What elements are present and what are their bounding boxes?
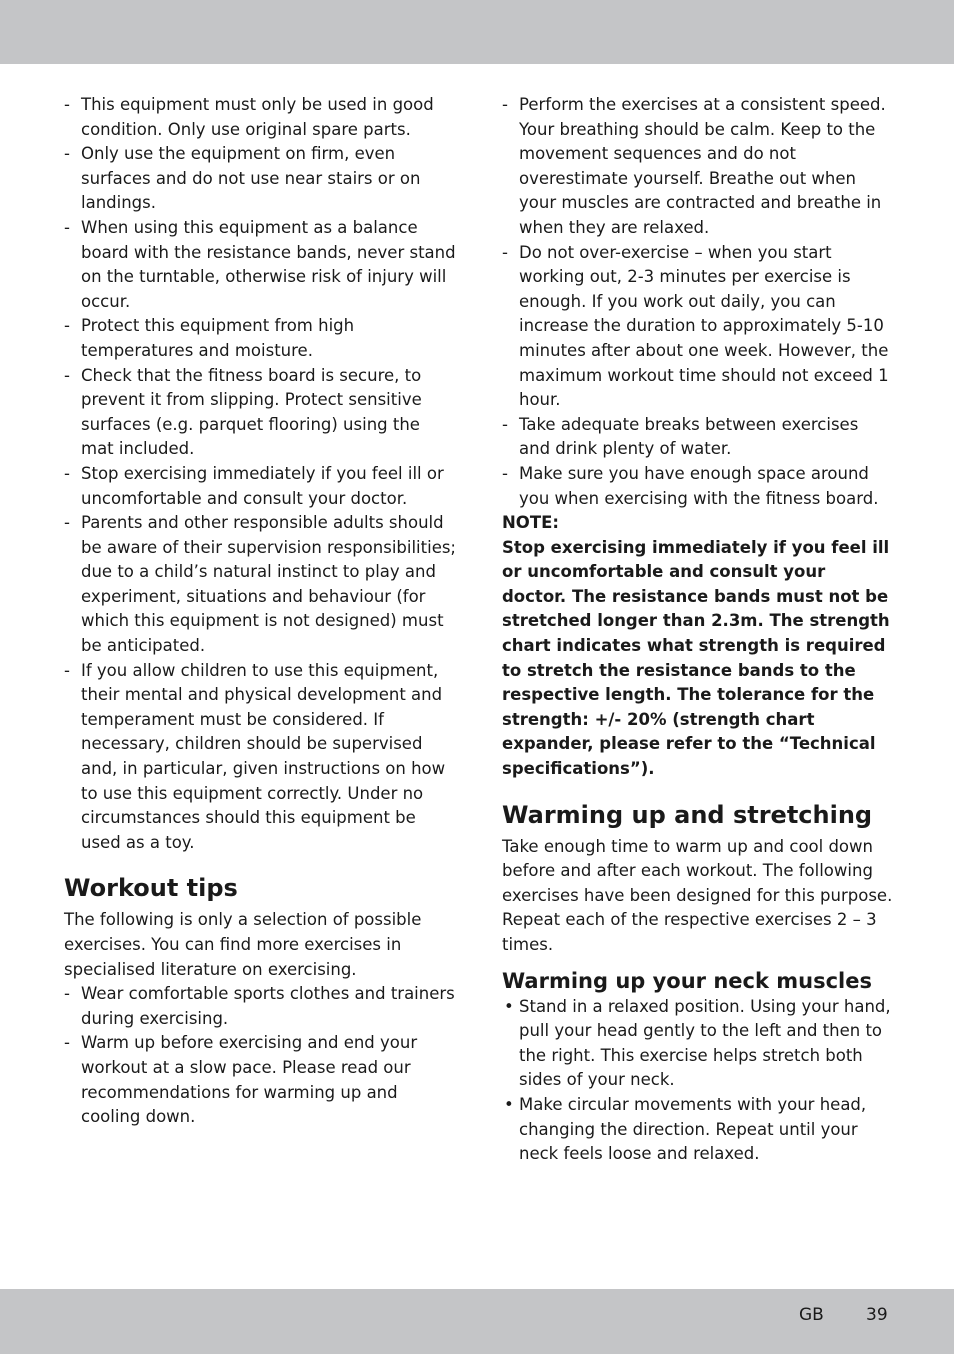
list-item: - Perform the exercises at a consistent speed. Your breathing should be calm. Keep to the movement sequences and do not overestimate yourself. Breathe out when your muscles are contracted and breathe in when they are relaxed.	[502, 93, 894, 241]
list-item: - Wear comfortable sports clothes and trainers during exercising.	[64, 982, 456, 1031]
list-item: - If you allow children to use this equipment, their mental and physical development and temperament must be considered. If necessary, children should be supervised and, in particular, given instructions on how to use this equipment correctly. Under no circumstances should this equipment be used as a toy.	[64, 659, 456, 856]
exercise-list	[502, 93, 894, 511]
left-column	[64, 93, 456, 1130]
workout-tips-heading: Workout tips	[64, 874, 238, 903]
list-item: - Parents and other responsible adults should be aware of their supervision responsibilities; due to a child’s natural instinct to play and experiment, situations and behaviour (for which this equipment is not designed) must be anticipated.	[64, 511, 456, 659]
list-item: - When using this equipment as a balance board with the resistance bands, never stand on the turntable, otherwise risk of injury will occur.	[64, 216, 456, 314]
list-item: - Do not over-exercise – when you start working out, 2-3 minutes per exercise is enough. If you work out daily, you can increase the duration to approximately 5-10 minutes after about one week. However, the maximum workout time should not exceed 1 hour.	[502, 241, 894, 413]
list-item: - Make sure you have enough space around you when exercising with the fitness board.	[502, 462, 894, 511]
list-item: - Check that the fitness board is secure, to prevent it from slipping. Protect sensitive surfaces (e.g. parquet flooring) using the mat included.	[64, 364, 456, 462]
list-item: - Stop exercising immediately if you feel ill or uncomfortable and consult your doctor.	[64, 462, 456, 511]
list-item: - Take adequate breaks between exercises and drink plenty of water.	[502, 413, 894, 462]
warming-up-heading: Warming up and stretching	[502, 800, 873, 829]
workout-list	[64, 982, 456, 1130]
neck-list	[502, 995, 894, 1167]
header-bar	[0, 0, 954, 64]
right-column	[502, 93, 894, 1167]
list-item: • Stand in a relaxed position. Using your hand, pull your head gently to the left and then to the right. This exercise helps stretch both sides of your neck.	[502, 995, 894, 1093]
warming-intro: Take enough time to warm up and cool down before and after each workout. The following exercises have been designed for this purpose. Repeat each of the respective exercises 2 – 3 times.	[502, 836, 893, 954]
list-item: - Warm up before exercising and end your workout at a slow pace. Please read our recommendations for warming up and cooling down.	[64, 1031, 456, 1129]
list-item: - This equipment must only be used in good condition. Only use original spare parts.	[64, 93, 456, 142]
neck-muscles-heading: Warming up your neck muscles	[502, 968, 872, 993]
footer-language: GB	[799, 1305, 824, 1325]
list-item: - Protect this equipment from high temperatures and moisture.	[64, 314, 456, 363]
note-label: NOTE:	[502, 513, 559, 533]
safety-list	[64, 93, 456, 855]
list-item: - Only use the equipment on firm, even surfaces and do not use near stairs or on landings.	[64, 142, 456, 216]
note-text: Stop exercising immediately if you feel ill or uncomfortable and consult your doctor. The resistance bands must not be stretched longer than 2.3m. The strength chart indicates what strength is required to stretch the resistance bands to the respective length. The tolerance for the strength: +/- 20% (strength chart expander, please refer to the “Technical specifications”).	[502, 537, 890, 779]
workout-intro: The following is only a selection of possible exercises. You can find more exercises in specialised literature on exercising.	[64, 910, 422, 979]
page-number: 39	[866, 1305, 888, 1325]
list-item: • Make circular movements with your head, changing the direction. Repeat until your neck feels loose and relaxed.	[502, 1093, 894, 1167]
